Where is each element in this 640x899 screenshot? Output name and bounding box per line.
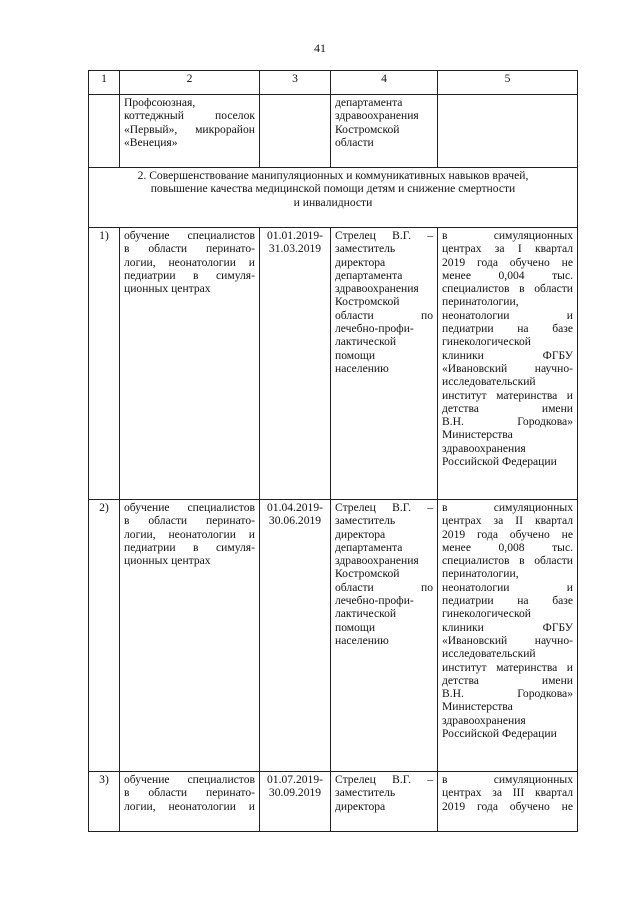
text-line: в области перинато- bbox=[124, 514, 255, 528]
text-line: «Ивановский научно- bbox=[442, 633, 573, 647]
text-line: Министерства bbox=[442, 428, 513, 442]
text-line: лактической bbox=[335, 607, 397, 621]
text-line: 01.04.2019- bbox=[266, 501, 324, 514]
event-cell bbox=[120, 228, 260, 500]
text-line: 01.01.2019- bbox=[266, 229, 324, 242]
text-line: клиники ФГБУ bbox=[442, 620, 573, 634]
text-line: 01.07.2019- bbox=[266, 773, 324, 786]
text-line: директора bbox=[335, 527, 386, 541]
text-line: области bbox=[335, 135, 374, 149]
text-line: менее 0,004 тыс. bbox=[442, 268, 573, 282]
text-line: специалистов в области bbox=[442, 282, 573, 296]
text-line: 30.06.2019 bbox=[268, 514, 322, 528]
text-line: и инвалидности bbox=[293, 195, 373, 209]
text-line: детства имени bbox=[442, 401, 573, 415]
text-line: Министерства bbox=[442, 700, 513, 714]
dates-cell bbox=[260, 228, 331, 500]
table-row bbox=[89, 228, 578, 500]
text-line: здравоохранения bbox=[335, 109, 419, 123]
text-line: коттеджный поселок bbox=[124, 109, 255, 123]
text-line: лактической bbox=[335, 335, 397, 349]
text-line: Российской Федерации bbox=[442, 727, 557, 741]
text-line: центрах за I квартал bbox=[442, 242, 573, 256]
text-line: здравоохранения bbox=[442, 713, 526, 727]
text-line: департамента bbox=[335, 540, 403, 554]
text-line: «Венеция» bbox=[124, 135, 178, 149]
text-line: обучение специалистов bbox=[124, 773, 255, 786]
text-line: населению bbox=[335, 633, 389, 647]
text-line: в симуляционных bbox=[442, 229, 573, 242]
continuation-row bbox=[89, 95, 578, 168]
text-line: лечебно-профи- bbox=[335, 322, 414, 336]
text-line: педиатрии в симуля- bbox=[124, 268, 255, 282]
text-line: Российской Федерации bbox=[442, 455, 557, 469]
text-line: директора bbox=[335, 799, 386, 813]
event-cell bbox=[120, 500, 260, 772]
text-line: Костромской bbox=[335, 295, 400, 309]
text-line: исследовательский bbox=[442, 375, 536, 389]
event-cell bbox=[120, 772, 260, 832]
text-line: в симуляционных bbox=[442, 501, 573, 514]
text-line: помощи bbox=[335, 620, 376, 634]
header-row bbox=[89, 71, 578, 95]
plan-table bbox=[88, 70, 578, 832]
text-line: 31.03.2019 bbox=[268, 242, 322, 256]
responsible-cell bbox=[331, 772, 438, 832]
text-line: области по bbox=[335, 308, 433, 322]
text-line: 2019 года обучено не bbox=[442, 527, 573, 541]
text-line: в симуляционных bbox=[442, 773, 573, 786]
text-line: департамента bbox=[335, 268, 403, 282]
header-col-1: 1 bbox=[89, 71, 120, 95]
text-line: в области перинато- bbox=[124, 242, 255, 256]
text-line: «Первый», микрорайон bbox=[124, 122, 255, 136]
text-line: в области перинато- bbox=[124, 786, 255, 800]
text-line: менее 0,008 тыс. bbox=[442, 540, 573, 554]
text-line: Стрелец В.Г. – bbox=[335, 229, 433, 242]
header-col-3: 3 bbox=[260, 71, 331, 95]
text-line: неонатологии и bbox=[442, 308, 573, 322]
text-line: логии, неонатологии и bbox=[124, 799, 255, 813]
text-line: педиатрии на базе bbox=[442, 322, 573, 336]
result-cell bbox=[438, 772, 578, 832]
result-cell bbox=[438, 228, 578, 500]
header-col-4: 4 bbox=[331, 71, 438, 95]
cont-result-cell bbox=[438, 95, 578, 168]
text-line: перинатологии, bbox=[442, 567, 519, 581]
responsible-cell bbox=[331, 228, 438, 500]
section-row bbox=[89, 168, 578, 228]
text-line: Стрелец В.Г. – bbox=[335, 773, 433, 786]
cont-dates-cell bbox=[260, 95, 331, 168]
section-title bbox=[89, 168, 578, 228]
text-line: здравоохранения bbox=[335, 282, 419, 296]
text-line: помощи bbox=[335, 348, 376, 362]
text-line: Костромской bbox=[335, 567, 400, 581]
text-line: 2. Совершенствование манипуляционных и коммуникативных навыков врачей, bbox=[137, 169, 529, 182]
text-line: исследовательский bbox=[442, 647, 536, 661]
text-line: институт материнства и bbox=[442, 660, 573, 674]
text-line: детства имени bbox=[442, 673, 573, 687]
page-number: 41 bbox=[314, 41, 326, 55]
text-line: заместитель bbox=[335, 242, 396, 256]
header-col-5: 5 bbox=[438, 71, 578, 95]
text-line: повышение качества медицинской помощи детям и снижение смертности bbox=[150, 182, 516, 196]
dates-cell bbox=[260, 772, 331, 832]
text-line: Профсоюзная, bbox=[124, 96, 196, 109]
text-line: ционных центрах bbox=[124, 554, 211, 568]
text-line: директора bbox=[335, 255, 386, 269]
text-line: неонатологии и bbox=[442, 580, 573, 594]
text-line: 2019 года обучено не bbox=[442, 255, 573, 269]
text-line: обучение специалистов bbox=[124, 501, 255, 514]
cont-num-cell bbox=[89, 95, 120, 168]
text-line: здравоохранения bbox=[442, 441, 526, 455]
text-line: логии, неонатологии и bbox=[124, 255, 255, 269]
dates-cell bbox=[260, 500, 331, 772]
text-line: заместитель bbox=[335, 514, 396, 528]
text-line: заместитель bbox=[335, 786, 396, 800]
text-line: лечебно-профи- bbox=[335, 594, 414, 608]
text-line: специалистов в области bbox=[442, 554, 573, 568]
header-col-2: 2 bbox=[120, 71, 260, 95]
row-number: 2) bbox=[89, 500, 120, 772]
text-line: логии, неонатологии и bbox=[124, 527, 255, 541]
text-line: 2019 года обучено не bbox=[442, 799, 573, 813]
text-line: Костромской bbox=[335, 122, 400, 136]
responsible-cell bbox=[331, 500, 438, 772]
text-line: области по bbox=[335, 580, 433, 594]
text-line: 30.09.2019 bbox=[268, 786, 322, 800]
cont-event-cell bbox=[120, 95, 260, 168]
text-line: ционных центрах bbox=[124, 282, 211, 296]
text-line: департамента bbox=[335, 96, 403, 109]
text-line: педиатрии на базе bbox=[442, 594, 573, 608]
text-line: В.Н. Городкова» bbox=[442, 415, 573, 429]
row-number: 1) bbox=[89, 228, 120, 500]
text-line: здравоохранения bbox=[335, 554, 419, 568]
text-line: клиники ФГБУ bbox=[442, 348, 573, 362]
text-line: центрах за II квартал bbox=[442, 514, 573, 528]
cont-responsible-cell bbox=[331, 95, 438, 168]
text-line: Стрелец В.Г. – bbox=[335, 501, 433, 514]
table-row bbox=[89, 500, 578, 772]
text-line: В.Н. Городкова» bbox=[442, 687, 573, 701]
text-line: центрах за III квартал bbox=[442, 786, 573, 800]
text-line: педиатрии в симуля- bbox=[124, 540, 255, 554]
text-line: обучение специалистов bbox=[124, 229, 255, 242]
text-line: «Ивановский научно- bbox=[442, 361, 573, 375]
result-cell bbox=[438, 500, 578, 772]
text-line: перинатологии, bbox=[442, 295, 519, 309]
table-row bbox=[89, 772, 578, 832]
row-number: 3) bbox=[89, 772, 120, 832]
text-line: гинекологической bbox=[442, 607, 531, 621]
text-line: гинекологической bbox=[442, 335, 531, 349]
text-line: институт материнства и bbox=[442, 388, 573, 402]
text-line: населению bbox=[335, 361, 389, 375]
